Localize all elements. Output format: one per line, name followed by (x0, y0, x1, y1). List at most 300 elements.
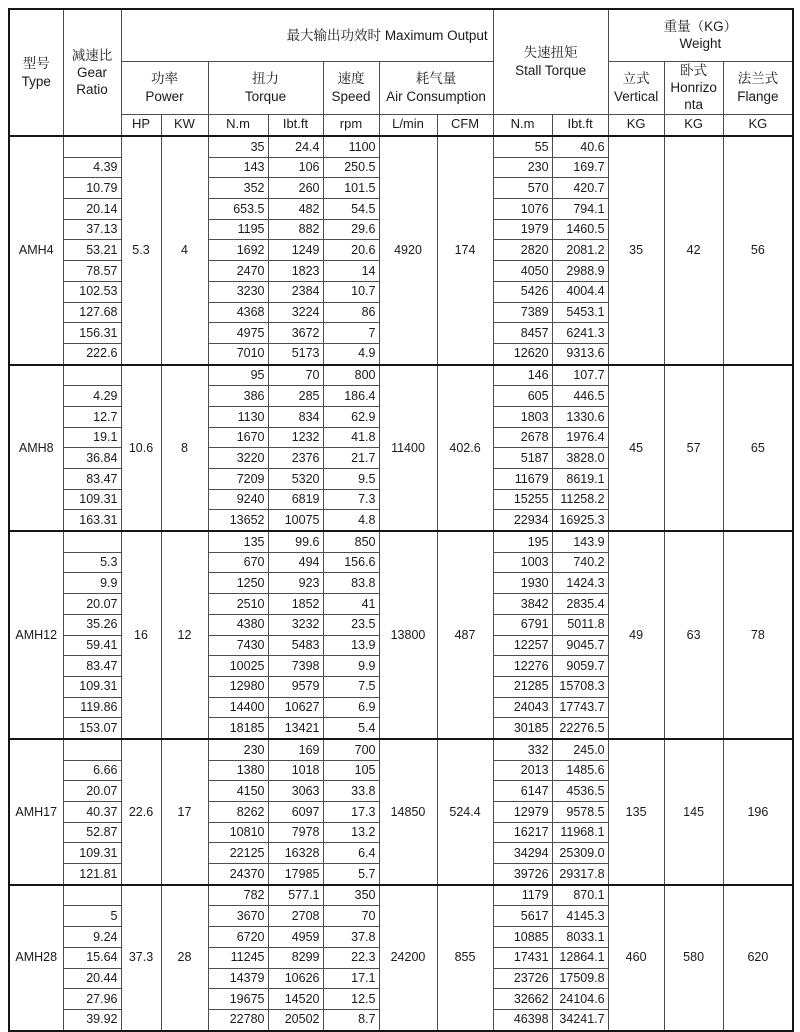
speed-rpm-cell: 37.8 (323, 927, 379, 948)
stall-nm-cell: 8457 (493, 323, 552, 344)
table-row (9, 136, 793, 157)
speed-rpm-cell: 156.6 (323, 552, 379, 573)
model-section-amh12 (9, 531, 793, 739)
gear-ratio-cell: 4.39 (63, 157, 121, 178)
torque-nm-cell: 143 (208, 157, 268, 178)
stall-nm-cell: 1179 (493, 885, 552, 906)
weight-horizontal-cell: 145 (664, 739, 723, 885)
torque-lbtft-cell: 7398 (268, 656, 323, 677)
torque-nm-cell: 1380 (208, 760, 268, 781)
speed-rpm-cell: 62.9 (323, 406, 379, 427)
stall-lbtft-cell: 40.6 (552, 136, 608, 157)
horizontal-en2: nta (684, 97, 703, 113)
weight-horizontal-cell: 42 (664, 136, 723, 365)
torque-nm-cell: 2470 (208, 261, 268, 282)
unit-torque-lbtft: Ibt.ft (268, 114, 323, 136)
torque-lbtft-cell: 24.4 (268, 136, 323, 157)
speed-rpm-cell: 17.1 (323, 968, 379, 989)
gear-ratio-cell: 109.31 (63, 676, 121, 697)
weight-vertical-cell: 135 (608, 739, 664, 885)
stall-nm-cell: 1803 (493, 406, 552, 427)
speed-rpm-cell: 20.6 (323, 240, 379, 261)
gear-ratio-cell (63, 885, 121, 906)
flange-en: Flange (737, 88, 779, 104)
air-en: Air Consumption (386, 88, 486, 104)
stall-lbtft-cell: 4536.5 (552, 781, 608, 802)
gear-ratio-cell: 5.3 (63, 552, 121, 573)
torque-lbtft-cell: 99.6 (268, 531, 323, 552)
stall-lbtft-cell: 9578.5 (552, 802, 608, 823)
gear-ratio-cell: 53.21 (63, 240, 121, 261)
stall-lbtft-cell: 17509.8 (552, 968, 608, 989)
power-kw-cell: 28 (161, 885, 208, 1031)
torque-en: Torque (244, 88, 287, 104)
unit-torque-nm: N.m (208, 114, 268, 136)
column-header-gear-ratio-en1: Gear (76, 64, 107, 80)
torque-lbtft-cell: 3232 (268, 614, 323, 635)
torque-lbtft-cell: 834 (268, 406, 323, 427)
torque-lbtft-cell: 1852 (268, 594, 323, 615)
power-kw-cell: 17 (161, 739, 208, 885)
speed-rpm-cell: 7 (323, 323, 379, 344)
gear-ratio-cell: 20.07 (63, 594, 121, 615)
speed-zh: 速度 (337, 71, 365, 87)
torque-lbtft-cell: 3063 (268, 781, 323, 802)
stall-lbtft-cell: 6241.3 (552, 323, 608, 344)
gear-ratio-cell: 222.6 (63, 343, 121, 364)
stall-lbtft-cell: 16925.3 (552, 510, 608, 531)
weight-vertical-cell: 49 (608, 531, 664, 739)
speed-rpm-cell: 13.2 (323, 822, 379, 843)
speed-rpm-cell: 54.5 (323, 199, 379, 220)
speed-rpm-cell: 23.5 (323, 614, 379, 635)
speed-rpm-cell: 10.7 (323, 281, 379, 302)
torque-lbtft-cell: 106 (268, 157, 323, 178)
torque-nm-cell: 13652 (208, 510, 268, 531)
column-header-horizontal (664, 61, 723, 114)
gear-ratio-cell (63, 531, 121, 552)
gear-ratio-cell: 39.92 (63, 1009, 121, 1030)
column-header-model (9, 9, 63, 136)
stall-lbtft-cell: 4004.4 (552, 281, 608, 302)
speed-rpm-cell: 186.4 (323, 386, 379, 407)
stall-lbtft-cell: 24104.6 (552, 989, 608, 1010)
gear-ratio-cell: 156.31 (63, 323, 121, 344)
group-header-weight (608, 9, 793, 61)
stall-nm-cell: 2678 (493, 427, 552, 448)
gear-ratio-cell: 83.47 (63, 469, 121, 490)
power-kw-cell: 12 (161, 531, 208, 739)
table-header (9, 9, 793, 136)
gear-ratio-cell: 9.24 (63, 927, 121, 948)
torque-nm-cell: 9240 (208, 489, 268, 510)
unit-kg-horizontal: KG (664, 114, 723, 136)
column-header-model-zh: 型号 (22, 56, 50, 72)
gear-ratio-cell (63, 739, 121, 760)
stall-lbtft-cell: 5011.8 (552, 614, 608, 635)
stall-nm-cell: 1930 (493, 573, 552, 594)
torque-nm-cell: 3220 (208, 448, 268, 469)
torque-lbtft-cell: 5173 (268, 343, 323, 364)
stall-nm-cell: 15255 (493, 489, 552, 510)
air-lmin-cell: 13800 (379, 531, 437, 739)
torque-lbtft-cell: 14520 (268, 989, 323, 1010)
vertical-en: Vertical (613, 88, 659, 104)
stall-nm-cell: 12257 (493, 635, 552, 656)
speed-rpm-cell: 700 (323, 739, 379, 760)
table-row (9, 531, 793, 552)
stall-nm-cell: 5187 (493, 448, 552, 469)
gear-ratio-cell: 121.81 (63, 864, 121, 885)
weight-flange-cell: 196 (723, 739, 793, 885)
stall-nm-cell: 195 (493, 531, 552, 552)
torque-lbtft-cell: 482 (268, 199, 323, 220)
stall-lbtft-cell: 2835.4 (552, 594, 608, 615)
model-section-amh4 (9, 136, 793, 365)
torque-lbtft-cell: 9579 (268, 676, 323, 697)
stall-lbtft-cell: 2988.9 (552, 261, 608, 282)
speed-rpm-cell: 13.9 (323, 635, 379, 656)
speed-rpm-cell: 41 (323, 594, 379, 615)
stall-nm-cell: 21285 (493, 676, 552, 697)
table-row (9, 739, 793, 760)
unit-kg-flange: KG (723, 114, 793, 136)
stall-nm-cell: 17431 (493, 947, 552, 968)
stall-lbtft-cell: 8619.1 (552, 469, 608, 490)
torque-nm-cell: 1670 (208, 427, 268, 448)
speed-rpm-cell: 8.7 (323, 1009, 379, 1030)
header-row-units (9, 114, 793, 136)
torque-nm-cell: 4150 (208, 781, 268, 802)
torque-nm-cell: 10810 (208, 822, 268, 843)
air-cfm-cell: 487 (437, 531, 493, 739)
stall-nm-cell: 230 (493, 157, 552, 178)
column-header-torque (208, 61, 323, 114)
stall-lbtft-cell: 1976.4 (552, 427, 608, 448)
torque-nm-cell: 4975 (208, 323, 268, 344)
stall-nm-cell: 6147 (493, 781, 552, 802)
torque-lbtft-cell: 577.1 (268, 885, 323, 906)
unit-cfm: CFM (437, 114, 493, 136)
torque-lbtft-cell: 6097 (268, 802, 323, 823)
speed-rpm-cell: 29.6 (323, 219, 379, 240)
gear-ratio-cell: 163.31 (63, 510, 121, 531)
unit-lmin: L/min (379, 114, 437, 136)
speed-rpm-cell: 33.8 (323, 781, 379, 802)
unit-kw: KW (161, 114, 208, 136)
speed-rpm-cell: 5.4 (323, 718, 379, 739)
torque-nm-cell: 670 (208, 552, 268, 573)
torque-lbtft-cell: 285 (268, 386, 323, 407)
speed-rpm-cell: 800 (323, 365, 379, 386)
stall-lbtft-cell: 11968.1 (552, 822, 608, 843)
speed-rpm-cell: 21.7 (323, 448, 379, 469)
torque-nm-cell: 12980 (208, 676, 268, 697)
stall-lbtft-cell: 9045.7 (552, 635, 608, 656)
stall-lbtft-cell: 1485.6 (552, 760, 608, 781)
column-header-vertical (608, 61, 664, 114)
gear-ratio-cell: 78.57 (63, 261, 121, 282)
stall-lbtft-cell: 12864.1 (552, 947, 608, 968)
model-cell: AMH28 (9, 885, 63, 1031)
gear-ratio-cell: 37.13 (63, 219, 121, 240)
torque-nm-cell: 11245 (208, 947, 268, 968)
torque-lbtft-cell: 5483 (268, 635, 323, 656)
stall-nm-cell: 605 (493, 386, 552, 407)
stall-lbtft-cell: 5453.1 (552, 302, 608, 323)
torque-lbtft-cell: 923 (268, 573, 323, 594)
weight-zh: 重量（KG） (663, 18, 738, 34)
unit-rpm: rpm (323, 114, 379, 136)
torque-lbtft-cell: 16328 (268, 843, 323, 864)
gear-ratio-cell: 20.44 (63, 968, 121, 989)
stall-nm-cell: 5617 (493, 906, 552, 927)
gear-ratio-cell: 109.31 (63, 843, 121, 864)
column-header-model-en: Type (21, 73, 51, 89)
stall-lbtft-cell: 29317.8 (552, 864, 608, 885)
column-header-gear-ratio-zh: 减速比 (71, 47, 113, 63)
gear-ratio-cell: 9.9 (63, 573, 121, 594)
gear-ratio-cell: 4.29 (63, 386, 121, 407)
torque-lbtft-cell: 4959 (268, 927, 323, 948)
stall-lbtft-cell: 2081.2 (552, 240, 608, 261)
table-row (9, 365, 793, 386)
torque-nm-cell: 7010 (208, 343, 268, 364)
torque-nm-cell: 3670 (208, 906, 268, 927)
stall-lbtft-cell: 794.1 (552, 199, 608, 220)
power-hp-cell: 5.3 (121, 136, 161, 365)
speed-rpm-cell: 22.3 (323, 947, 379, 968)
torque-lbtft-cell: 20502 (268, 1009, 323, 1030)
torque-lbtft-cell: 17985 (268, 864, 323, 885)
weight-flange-cell: 65 (723, 365, 793, 532)
torque-lbtft-cell: 882 (268, 219, 323, 240)
weight-flange-cell: 78 (723, 531, 793, 739)
torque-nm-cell: 19675 (208, 989, 268, 1010)
torque-nm-cell: 7430 (208, 635, 268, 656)
column-header-gear-ratio (63, 9, 121, 136)
gear-ratio-cell: 119.86 (63, 697, 121, 718)
torque-lbtft-cell: 70 (268, 365, 323, 386)
stall-lbtft-cell: 8033.1 (552, 927, 608, 948)
stall-nm-cell: 10885 (493, 927, 552, 948)
stall-nm-cell: 32662 (493, 989, 552, 1010)
power-zh: 功率 (151, 71, 178, 87)
speed-rpm-cell: 9.9 (323, 656, 379, 677)
speed-rpm-cell: 12.5 (323, 989, 379, 1010)
weight-horizontal-cell: 57 (664, 365, 723, 532)
speed-rpm-cell: 9.5 (323, 469, 379, 490)
weight-en: Weight (679, 36, 722, 52)
stall-nm-cell: 7389 (493, 302, 552, 323)
gear-ratio-cell: 83.47 (63, 656, 121, 677)
torque-nm-cell: 4380 (208, 614, 268, 635)
column-header-power (121, 61, 208, 114)
speed-rpm-cell: 350 (323, 885, 379, 906)
speed-rpm-cell: 41.8 (323, 427, 379, 448)
stall-nm-cell: 6791 (493, 614, 552, 635)
speed-rpm-cell: 4.9 (323, 343, 379, 364)
torque-nm-cell: 6720 (208, 927, 268, 948)
weight-vertical-cell: 460 (608, 885, 664, 1031)
speed-rpm-cell: 86 (323, 302, 379, 323)
speed-rpm-cell: 7.5 (323, 676, 379, 697)
torque-nm-cell: 22780 (208, 1009, 268, 1030)
stall-nm-cell: 3842 (493, 594, 552, 615)
speed-rpm-cell: 850 (323, 531, 379, 552)
vertical-zh: 立式 (622, 71, 650, 87)
gear-ratio-cell: 20.07 (63, 781, 121, 802)
torque-lbtft-cell: 10075 (268, 510, 323, 531)
speed-rpm-cell: 7.3 (323, 489, 379, 510)
gear-ratio-cell: 153.07 (63, 718, 121, 739)
gear-ratio-cell: 10.79 (63, 178, 121, 199)
torque-lbtft-cell: 5320 (268, 469, 323, 490)
torque-lbtft-cell: 7978 (268, 822, 323, 843)
speed-rpm-cell: 17.3 (323, 802, 379, 823)
weight-flange-cell: 56 (723, 136, 793, 365)
stall-lbtft-cell: 1424.3 (552, 573, 608, 594)
model-section-amh17 (9, 739, 793, 885)
power-kw-cell: 8 (161, 365, 208, 532)
stall-nm-cell: 1979 (493, 219, 552, 240)
stall-lbtft-cell: 1330.6 (552, 406, 608, 427)
stall-nm-cell: 12979 (493, 802, 552, 823)
gear-ratio-cell: 19.1 (63, 427, 121, 448)
stall-lbtft-cell: 34241.7 (552, 1009, 608, 1030)
speed-rpm-cell: 6.4 (323, 843, 379, 864)
stall-nm-cell: 16217 (493, 822, 552, 843)
torque-lbtft-cell: 169 (268, 739, 323, 760)
torque-lbtft-cell: 494 (268, 552, 323, 573)
unit-stall-lbtft: Ibt.ft (552, 114, 608, 136)
stall-nm-cell: 12620 (493, 343, 552, 364)
gear-ratio-cell: 20.14 (63, 199, 121, 220)
gear-ratio-cell: 40.37 (63, 802, 121, 823)
stall-nm-cell: 332 (493, 739, 552, 760)
stall-nm-cell: 1076 (493, 199, 552, 220)
torque-nm-cell: 352 (208, 178, 268, 199)
torque-zh: 扭力 (252, 71, 279, 87)
torque-lbtft-cell: 10627 (268, 697, 323, 718)
gear-ratio-cell: 35.26 (63, 614, 121, 635)
torque-lbtft-cell: 1232 (268, 427, 323, 448)
unit-hp: HP (121, 114, 161, 136)
weight-horizontal-cell: 580 (664, 885, 723, 1031)
torque-nm-cell: 7209 (208, 469, 268, 490)
flange-zh: 法兰式 (737, 71, 779, 87)
torque-nm-cell: 386 (208, 386, 268, 407)
gear-ratio-cell: 102.53 (63, 281, 121, 302)
horizontal-en1: Honrizo (670, 79, 717, 95)
speed-rpm-cell: 250.5 (323, 157, 379, 178)
stall-lbtft-cell: 3828.0 (552, 448, 608, 469)
stall-nm-cell: 12276 (493, 656, 552, 677)
speed-rpm-cell: 70 (323, 906, 379, 927)
motor-spec-table (8, 8, 794, 1032)
weight-flange-cell: 620 (723, 885, 793, 1031)
torque-lbtft-cell: 2708 (268, 906, 323, 927)
air-cfm-cell: 855 (437, 885, 493, 1031)
stall-lbtft-cell: 245.0 (552, 739, 608, 760)
speed-en: Speed (331, 88, 371, 104)
speed-rpm-cell: 4.8 (323, 510, 379, 531)
torque-nm-cell: 230 (208, 739, 268, 760)
stall-lbtft-cell: 11258.2 (552, 489, 608, 510)
header-row-subgroups (9, 61, 793, 114)
torque-nm-cell: 653.5 (208, 199, 268, 220)
table-row (9, 885, 793, 906)
torque-nm-cell: 8262 (208, 802, 268, 823)
air-cfm-cell: 174 (437, 136, 493, 365)
stall-nm-cell: 4050 (493, 261, 552, 282)
stall-lbtft-cell: 17743.7 (552, 697, 608, 718)
torque-nm-cell: 24370 (208, 864, 268, 885)
torque-lbtft-cell: 260 (268, 178, 323, 199)
model-cell: AMH17 (9, 739, 63, 885)
group-header-maximum-output: 最大输出功效时 Maximum Output (121, 9, 493, 61)
torque-nm-cell: 22125 (208, 843, 268, 864)
torque-lbtft-cell: 3672 (268, 323, 323, 344)
torque-lbtft-cell: 1249 (268, 240, 323, 261)
stall-nm-cell: 146 (493, 365, 552, 386)
speed-rpm-cell: 14 (323, 261, 379, 282)
torque-nm-cell: 14400 (208, 697, 268, 718)
air-lmin-cell: 11400 (379, 365, 437, 532)
gear-ratio-cell: 12.7 (63, 406, 121, 427)
torque-lbtft-cell: 13421 (268, 718, 323, 739)
torque-nm-cell: 1250 (208, 573, 268, 594)
column-header-flange (723, 61, 793, 114)
torque-nm-cell: 1195 (208, 219, 268, 240)
air-cfm-cell: 402.6 (437, 365, 493, 532)
torque-nm-cell: 1130 (208, 406, 268, 427)
power-kw-cell: 4 (161, 136, 208, 365)
stall-lbtft-cell: 25309.0 (552, 843, 608, 864)
speed-rpm-cell: 105 (323, 760, 379, 781)
torque-nm-cell: 782 (208, 885, 268, 906)
stall-nm-cell: 5426 (493, 281, 552, 302)
model-section-amh8 (9, 365, 793, 532)
torque-lbtft-cell: 2376 (268, 448, 323, 469)
speed-rpm-cell: 5.7 (323, 864, 379, 885)
gear-ratio-cell (63, 365, 121, 386)
speed-rpm-cell: 101.5 (323, 178, 379, 199)
power-hp-cell: 10.6 (121, 365, 161, 532)
gear-ratio-cell (63, 136, 121, 157)
header-row-groups (9, 9, 793, 61)
spec-sheet-page (0, 8, 800, 1027)
torque-nm-cell: 35 (208, 136, 268, 157)
stall-nm-cell: 34294 (493, 843, 552, 864)
air-zh: 耗气量 (415, 71, 457, 87)
stall-nm-cell: 2013 (493, 760, 552, 781)
speed-rpm-cell: 1100 (323, 136, 379, 157)
torque-nm-cell: 95 (208, 365, 268, 386)
gear-ratio-cell: 127.68 (63, 302, 121, 323)
column-header-air-consumption (379, 61, 493, 114)
model-section-amh28 (9, 885, 793, 1031)
power-en: Power (145, 88, 184, 104)
stall-lbtft-cell: 870.1 (552, 885, 608, 906)
unit-stall-nm: N.m (493, 114, 552, 136)
power-hp-cell: 22.6 (121, 739, 161, 885)
power-hp-cell: 16 (121, 531, 161, 739)
torque-lbtft-cell: 8299 (268, 947, 323, 968)
stall-nm-cell: 30185 (493, 718, 552, 739)
stall-lbtft-cell: 22276.5 (552, 718, 608, 739)
stall-nm-cell: 570 (493, 178, 552, 199)
